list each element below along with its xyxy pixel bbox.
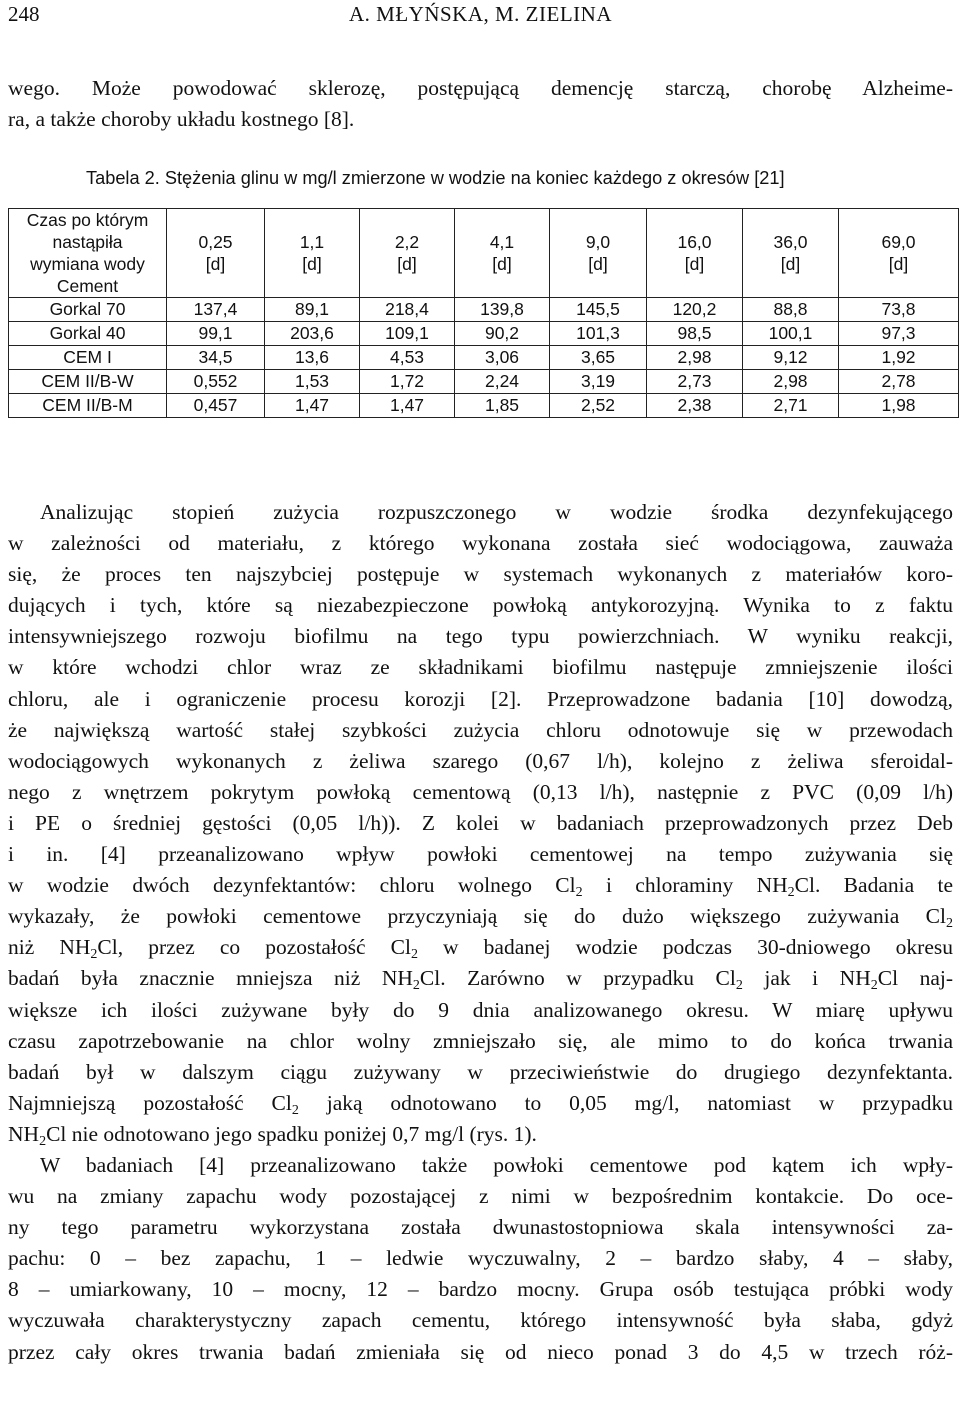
table-cell: 98,5	[647, 322, 743, 346]
page-number: 248	[8, 2, 40, 26]
column-header: 9,0 [d]	[550, 209, 647, 298]
table-cell: 2,98	[647, 346, 743, 370]
header-label-line: wymiana wody	[30, 254, 145, 274]
table-cell: 2,38	[647, 394, 743, 418]
text-line: chloru, ale i ograniczenie procesu korozji [2]. Przeprowadzone badania [10] dowodzą,	[8, 686, 953, 711]
column-header: 36,0 [d]	[743, 209, 839, 298]
table-row	[9, 298, 959, 322]
table-cell: 3,19	[550, 370, 647, 394]
table-cell: 120,2	[647, 298, 743, 322]
text-line: badań był w dalszym ciągu zużywany w przeciwieństwie do drugiego dezynfektanta.	[8, 1059, 953, 1084]
text-line: Analizując stopień zużycia rozpuszczonego w wodzie środka dezynfekującego	[40, 500, 953, 524]
cement-name-cell: Gorkal 70	[9, 298, 167, 322]
text-line: 8 – umiarkowany, 10 – mocny, 12 – bardzo mocny. Grupa osób testująca próbki wody	[8, 1277, 953, 1302]
text-line: i in. [4] przeanalizowano wpływ powłoki cementowej na tempo zużywania się	[8, 842, 953, 867]
cement-name-cell: CEM II/B-W	[9, 370, 167, 394]
table-cell: 2,71	[743, 394, 839, 418]
table-cell: 1,85	[455, 394, 550, 418]
header-label-line: nastąpiła	[52, 232, 123, 252]
text-line: wyczuwała charakterystyczny zapach cementu, którego intensywność była słaba, gdyż	[8, 1308, 953, 1333]
header-label-line: Czas po którym	[26, 210, 149, 230]
cement-name-cell: CEM II/B-M	[9, 394, 167, 418]
table-row	[9, 394, 959, 418]
table-cell: 88,8	[743, 298, 839, 322]
table-cell: 1,47	[265, 394, 360, 418]
text-line: ra, a także choroby układu kostnego [8].	[8, 107, 355, 131]
table-caption: Tabela 2. Stężenia glinu w mg/l zmierzone w wodzie na koniec każdego z okresów [21]	[86, 168, 785, 188]
column-header: 1,1 [d]	[265, 209, 360, 298]
table-cell: 1,53	[265, 370, 360, 394]
table-cell: 34,5	[167, 346, 265, 370]
table-cell: 2,52	[550, 394, 647, 418]
intro-paragraph	[8, 73, 953, 135]
table-cell: 139,8	[455, 298, 550, 322]
running-head	[8, 2, 953, 32]
table-cell: 100,1	[743, 322, 839, 346]
text-line: się, że proces ten najszybciej postępuje w systemach wykonanych z materiałów koro-	[8, 562, 953, 587]
table-cell: 2,24	[455, 370, 550, 394]
table-row	[9, 322, 959, 346]
text-line: i PE o średniej gęstości (0,05 l/h)). Z kolei w badaniach przeprowadzonych przez Deb	[8, 810, 953, 835]
text-line: w które wchodzi chlor wraz ze składnikami biofilmu następuje zmniejszenie ilości	[8, 655, 953, 680]
table-cell: 90,2	[455, 322, 550, 346]
text-line: w zależności od materiału, z którego wykonana została sieć wodociągowa, zauważa	[8, 531, 953, 556]
text-line: niż $NH_2Cl$, przez co pozostałość $Cl_2$ w badanej wodzie podczas 30-dniowego okresu	[8, 935, 953, 963]
table-cell: 101,3	[550, 322, 647, 346]
text-line: czasu zapotrzebowanie na chlor wolny zmniejszało się, ale mimo to do końca trwania	[8, 1028, 953, 1053]
body-text	[8, 497, 953, 1368]
text-line: ny tego parametru wykorzystana została dwunastostopniowa skala intensywności za-	[8, 1215, 953, 1240]
table-cell: 109,1	[360, 322, 455, 346]
text-line: dujących i tych, które są niezabezpieczone powłoką antykorozyjną. Wynika to z faktu	[8, 593, 953, 618]
table-cell: 1,47	[360, 394, 455, 418]
table-cell: 9,12	[743, 346, 839, 370]
table-cell: 89,1	[265, 298, 360, 322]
text-line: wodociągowych wykonanych z żeliwa szarego (0,67 l/h), kolejno z żeliwa sferoidal-	[8, 748, 953, 773]
text-line: wykazały, że powłoki cementowe przyczyniają się do dużo większego zużywania $Cl_2$	[8, 904, 953, 932]
table-cell: 1,98	[839, 394, 959, 418]
table-cell: 1,92	[839, 346, 959, 370]
column-header: 69,0 [d]	[839, 209, 959, 298]
table-cell: 203,6	[265, 322, 360, 346]
text-line: $NH_2Cl$ nie odnotowano jego spadku poniżej 0,7 mg/l (rys. 1).	[8, 1121, 537, 1149]
table-row	[9, 370, 959, 394]
table-cell: 99,1	[167, 322, 265, 346]
table-body	[9, 298, 959, 418]
table-cell: 73,8	[839, 298, 959, 322]
column-header: 0,25 [d]	[167, 209, 265, 298]
table-cell: 13,6	[265, 346, 360, 370]
table-cell: 2,73	[647, 370, 743, 394]
table-cell: 137,4	[167, 298, 265, 322]
authors: A. MŁYŃSKA, M. ZIELINA	[349, 2, 612, 26]
table-cell: 2,78	[839, 370, 959, 394]
text-line: większe ich ilości zużywane były do 9 dnia analizowanego okresu. W miarę upływu	[8, 997, 953, 1022]
table-cell: 97,3	[839, 322, 959, 346]
table-header-row	[9, 209, 959, 298]
cement-name-cell: CEM I	[9, 346, 167, 370]
column-header: 16,0 [d]	[647, 209, 743, 298]
text-line: nego z wnętrzem pokrytym powłoką cementową (0,13 l/h), następnie z PVC (0,09 l/h)	[8, 779, 953, 804]
text-line: Najmniejszą pozostałość $Cl_2$ jaką odnotowano to 0,05 mg/l, natomiast w przypadku	[8, 1090, 953, 1118]
column-header: 4,1 [d]	[455, 209, 550, 298]
text-line: intensywniejszego rozwoju biofilmu na tego typu powierzchniach. W wyniku reakcji,	[8, 624, 953, 649]
table-cell: 3,65	[550, 346, 647, 370]
text-line: że największą wartość stałej szybkości zużycia chloru odnotowuje się w przewodach	[8, 717, 953, 742]
data-table	[8, 208, 959, 418]
text-line: w wodzie dwóch dezynfektantów: chloru wolnego $Cl_2$ i chloraminy $NH_2Cl$. Badania te	[8, 873, 953, 901]
cement-name-cell: Gorkal 40	[9, 322, 167, 346]
table-cell: 218,4	[360, 298, 455, 322]
column-header: 2,2 [d]	[360, 209, 455, 298]
text-line: wego. Może powodować sklerozę, postępującą demencję starczą, chorobę Alzheime-	[8, 76, 953, 100]
text-line: W badaniach [4] przeanalizowano także powłoki cementowe pod kątem ich wpły-	[40, 1152, 953, 1177]
cement-label: Cement	[56, 276, 119, 296]
text-line: badań była znacznie mniejsza niż $NH_2Cl$. Zarówno w przypadku $Cl_2$ jak i $NH_2Cl$ naj-	[8, 966, 953, 994]
table-cell: 2,98	[743, 370, 839, 394]
table-cell: 4,53	[360, 346, 455, 370]
table-cell: 0,457	[167, 394, 265, 418]
header-label-cell	[9, 209, 167, 298]
text-line: pachu: 0 – bez zapachu, 1 – ledwie wyczuwalny, 2 – bardzo słaby, 4 – słaby,	[8, 1246, 953, 1271]
table-cell: 0,552	[167, 370, 265, 394]
text-line: przez cały okres trwania badań zmieniała się od nieco ponad 3 do 4,5 w trzech róż-	[8, 1339, 953, 1364]
table-row	[9, 346, 959, 370]
text-line: wu na zmiany zapachu wody pozostającej z nimi w bezpośrednim kontakcie. Do oce-	[8, 1184, 953, 1209]
table-cell: 3,06	[455, 346, 550, 370]
table-cell: 145,5	[550, 298, 647, 322]
table-cell: 1,72	[360, 370, 455, 394]
